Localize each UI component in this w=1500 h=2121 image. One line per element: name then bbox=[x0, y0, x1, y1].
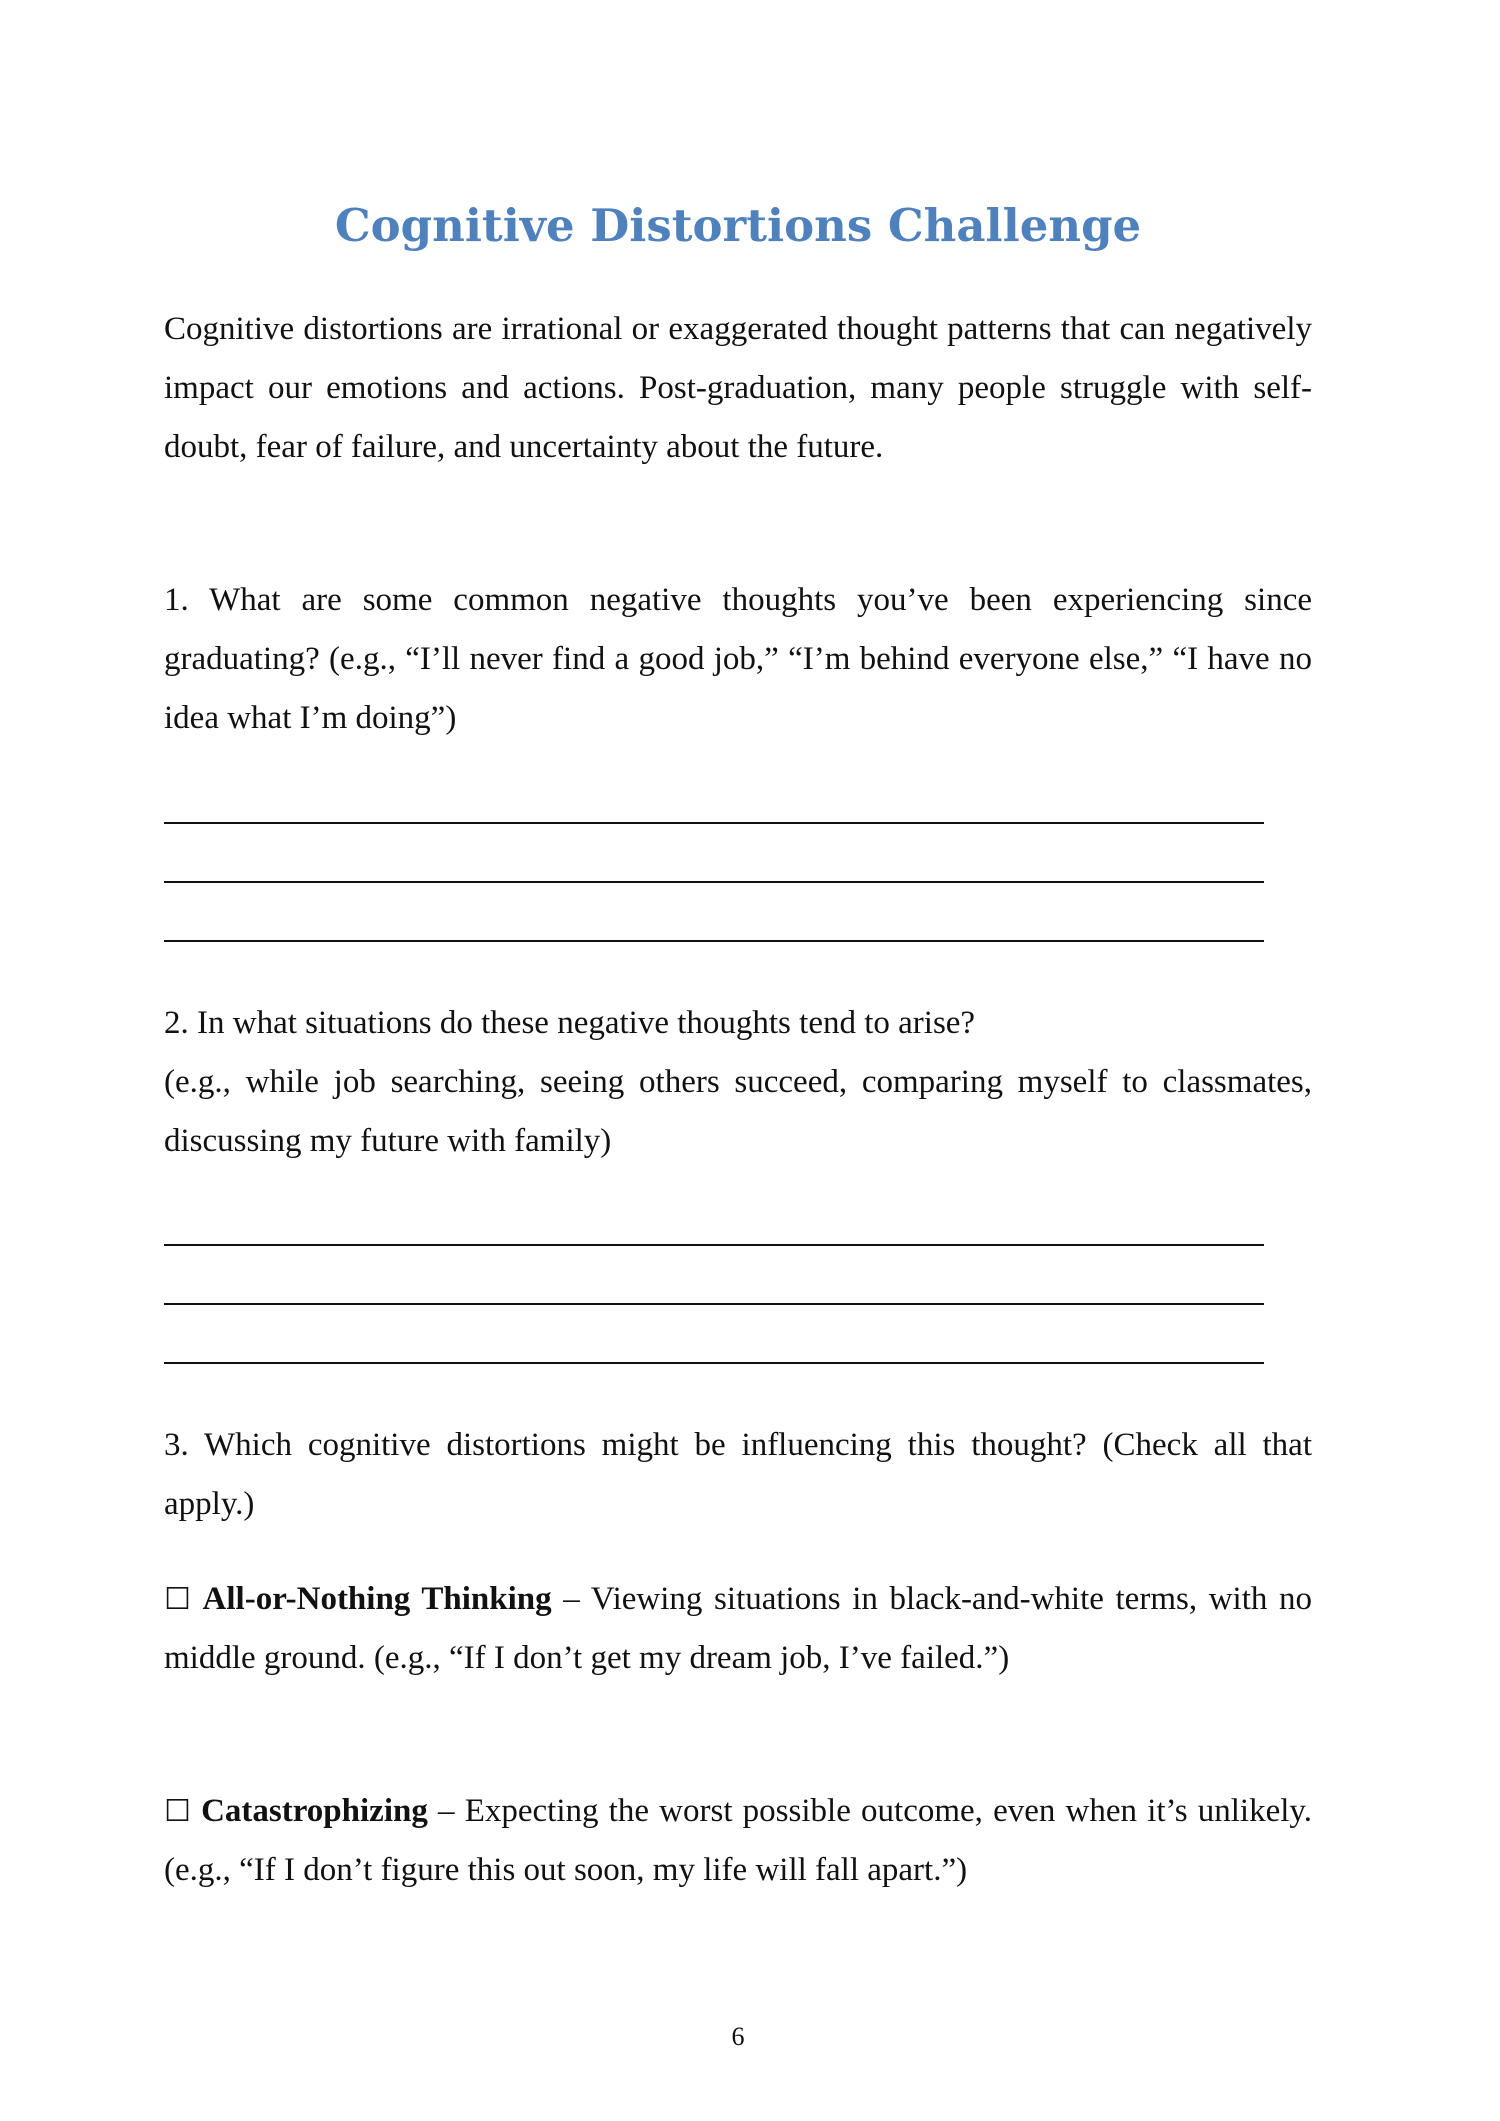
distortion-term: All-or-Nothing Thinking bbox=[202, 1581, 552, 1617]
worksheet-page bbox=[164, 0, 1312, 2121]
distortion-description: – Viewing situations in black-and-white terms, with no middle ground. (e.g., “If I don’t get my dream job, I’ve failed.”) bbox=[164, 1581, 1313, 1676]
question-1-answer-line-1[interactable] bbox=[164, 822, 1264, 824]
question-2-answer-line-2[interactable] bbox=[164, 1303, 1264, 1305]
distortion-term: Catastrophizing bbox=[201, 1793, 428, 1829]
question-2-example: (e.g., while job searching, seeing others succeed, comparing myself to classmates, discussing my future with family) bbox=[164, 1064, 1312, 1159]
question-1-answer-line-3[interactable] bbox=[164, 940, 1264, 942]
question-1: 1. What are some common negative thoughts you’ve been experiencing since graduating? (e.g., “I’ll never find a good job,” “I’m behind everyone else,” “I have no idea what I’m doing”) bbox=[164, 582, 1312, 736]
question-2: 2. In what situations do these negative thoughts tend to arise? bbox=[164, 1005, 976, 1041]
distortion-description: – Expecting the worst possible outcome, even when it’s unlikely. (e.g., “If I don’t figure this out soon, my life will fall apart.”) bbox=[164, 1793, 1312, 1888]
question-3: 3. Which cognitive distortions might be influencing this thought? (Check all that apply.) bbox=[164, 1427, 1312, 1522]
question-2-answer-line-1[interactable] bbox=[164, 1244, 1264, 1246]
page-title: Cognitive Distortions Challenge bbox=[334, 199, 1142, 252]
intro-paragraph: Cognitive distortions are irrational or exaggerated thought patterns that can negatively impact our emotions and actions. Post-graduation, many people struggle with self-doubt, fear of failure, and uncertainty about the future. bbox=[164, 311, 1312, 465]
question-1-answer-line-2[interactable] bbox=[164, 881, 1264, 883]
distortion-option-catastrophizing bbox=[164, 1782, 1312, 1900]
question-2-answer-line-3[interactable] bbox=[164, 1362, 1264, 1364]
checkbox-all-or-nothing[interactable]: ☐ bbox=[164, 1582, 191, 1617]
distortion-option-all-or-nothing bbox=[164, 1570, 1312, 1688]
checkbox-catastrophizing[interactable]: ☐ bbox=[164, 1794, 191, 1829]
page-number: 6 bbox=[731, 2022, 745, 2051]
